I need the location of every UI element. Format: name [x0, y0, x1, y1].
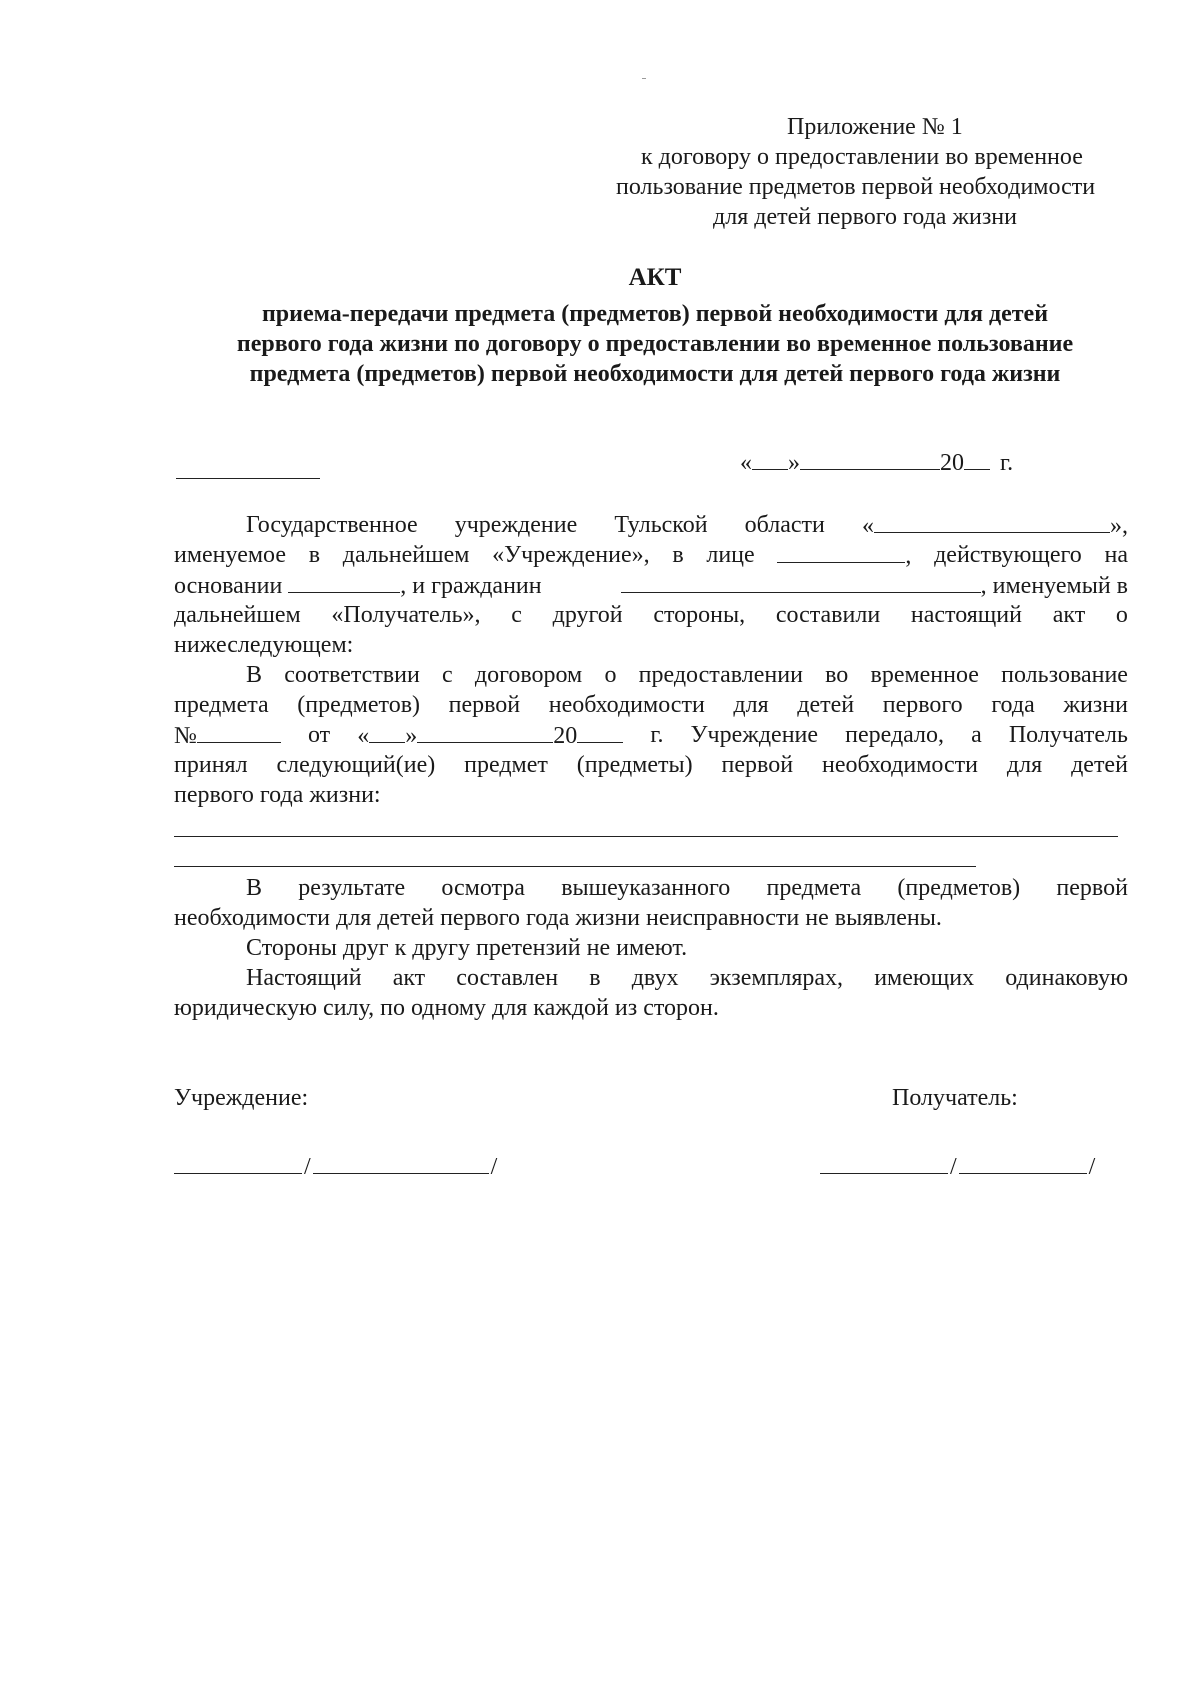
word: основании [174, 573, 283, 599]
institution-signature-blank[interactable] [174, 1151, 302, 1174]
day-blank[interactable] [752, 447, 788, 470]
word: составлен [456, 965, 559, 991]
word: , именуемый в [980, 573, 1128, 599]
word: Учреждение [690, 722, 819, 748]
word: составили [775, 602, 881, 628]
appendix-number: Приложение № 1 [787, 114, 963, 140]
word: дальнейшем [174, 602, 301, 628]
paragraph-line [174, 660, 1128, 690]
place-blank[interactable] [176, 478, 320, 479]
items-blank-line-1[interactable] [174, 836, 1118, 837]
word: жизни [1063, 692, 1128, 718]
word: Настоящий [246, 965, 362, 991]
word: от [307, 722, 331, 748]
paragraph-line: Стороны друг к другу претензий не имеют. [246, 935, 688, 961]
word [777, 540, 911, 570]
year-prefix: 20 [553, 723, 578, 749]
basis-blank[interactable] [288, 570, 400, 593]
word: о [1115, 602, 1128, 628]
title-line: приема-передачи предмета (предметов) первой необходимости для детей [261, 301, 1049, 327]
word: с [442, 662, 453, 688]
word: результате [298, 875, 406, 901]
appendix-header [560, 112, 1200, 232]
contract-year-blank[interactable] [577, 720, 623, 743]
paragraph-line: нижеследующем: [174, 632, 354, 658]
year-prefix: 20 [940, 450, 964, 476]
word: первой [448, 692, 521, 718]
recipient-name-signature-blank[interactable] [959, 1151, 1087, 1174]
word: Тульской [614, 512, 708, 538]
word: Государственное [246, 512, 418, 538]
word: г. [650, 722, 664, 748]
word: настоящий [910, 602, 1022, 628]
quote-open: « [357, 723, 370, 749]
paragraph-line [174, 720, 1128, 750]
slash: / [1088, 1154, 1096, 1180]
slash: / [304, 1154, 311, 1180]
word [174, 570, 542, 600]
word: предмет [464, 752, 548, 778]
number-sign: № [174, 723, 197, 749]
word: следующий(ие) [276, 752, 436, 778]
word: В [246, 875, 263, 901]
recipient-label: Получатель: [892, 1085, 1018, 1111]
word: области [744, 512, 825, 538]
word: , и гражданин [400, 573, 542, 599]
slash: / [950, 1154, 957, 1180]
word: именуемое [174, 542, 286, 568]
word: детей [797, 692, 855, 718]
paragraph-line: первого года жизни: [174, 782, 381, 808]
paragraph-line: необходимости для детей первого года жизни неисправности не выявлены. [174, 905, 942, 931]
word: первой [721, 752, 794, 778]
year-blank[interactable] [964, 447, 990, 470]
paragraph-line [174, 570, 1128, 600]
word: дальнейшем [342, 542, 470, 568]
contract-day-blank[interactable] [369, 720, 405, 743]
appendix-line: пользование предметов первой необходимости [616, 174, 1096, 200]
citizen-name-blank[interactable] [621, 570, 981, 593]
paragraph-line [174, 963, 1128, 993]
quote-close: » [405, 723, 418, 749]
word: в [308, 542, 321, 568]
word: экземплярах, [709, 965, 844, 991]
document-body [174, 510, 1128, 810]
title-line: предмета (предметов) первой необходимости для детей первого года жизни [249, 361, 1061, 387]
word: для [1006, 752, 1043, 778]
word: временное [870, 662, 979, 688]
word: предмета [766, 875, 862, 901]
appendix-line: к договору о предоставлении во временное [641, 144, 1083, 170]
word [357, 720, 623, 750]
word: В [246, 662, 263, 688]
paragraph-line [174, 873, 1128, 903]
quote-close: », [1109, 513, 1128, 539]
word: осмотра [441, 875, 525, 901]
recipient-signature [820, 1151, 1097, 1181]
word: на [1104, 542, 1128, 568]
word: акт [392, 965, 426, 991]
quote-open: « [740, 450, 752, 476]
word: детей [1071, 752, 1128, 778]
word: «Получатель», [331, 602, 481, 628]
word: в [672, 542, 684, 568]
paragraph-line [174, 690, 1128, 720]
word: вышеуказанного [561, 875, 731, 901]
word: (предметов) [897, 875, 1021, 901]
word: учреждение [454, 512, 578, 538]
word: лице [706, 542, 755, 568]
word: в [589, 965, 601, 991]
paragraph-line [174, 510, 1128, 540]
word: о [604, 662, 617, 688]
word: «Учреждение», [492, 542, 650, 568]
word [621, 570, 1128, 600]
title-line: первого года жизни по договору о предоставлении во временное пользование [236, 331, 1074, 357]
document-title [170, 263, 1140, 389]
word: первого [882, 692, 963, 718]
word: предмета [174, 692, 269, 718]
slash: / [490, 1154, 498, 1180]
paragraph-line [174, 750, 1128, 780]
word: принял [174, 752, 248, 778]
word: передало, [845, 722, 944, 748]
word: необходимости [548, 692, 705, 718]
title-main: АКТ [628, 264, 682, 291]
word: во [825, 662, 849, 688]
word: предоставлении [638, 662, 803, 688]
quote-close: » [788, 450, 800, 476]
word: необходимости [821, 752, 978, 778]
items-blank-line-2[interactable] [174, 866, 976, 867]
word: года [991, 692, 1035, 718]
word: (предметов) [297, 692, 421, 718]
word: а [971, 722, 982, 748]
appendix-line: для детей первого года жизни [713, 204, 1017, 230]
institution-signature [174, 1151, 499, 1181]
word: (предметы) [576, 752, 693, 778]
contract-number-blank[interactable] [197, 720, 281, 743]
institution-label: Учреждение: [174, 1085, 309, 1111]
word [862, 510, 1128, 540]
word: двух [631, 965, 679, 991]
recipient-signature-blank[interactable] [820, 1151, 948, 1174]
word: акт [1052, 602, 1086, 628]
word: одинаковую [1005, 965, 1128, 991]
word: другой [552, 602, 623, 628]
month-blank[interactable] [800, 447, 940, 470]
institution-name-signature-blank[interactable] [313, 1151, 489, 1174]
scan-artifact [642, 78, 646, 79]
quote-open: « [861, 513, 874, 539]
institution-name-blank[interactable] [874, 510, 1110, 533]
word [174, 720, 281, 750]
contract-month-blank[interactable] [417, 720, 553, 743]
word: для [733, 692, 769, 718]
year-suffix: г. [1000, 450, 1014, 476]
representative-blank[interactable] [777, 540, 905, 563]
date-line [740, 447, 1013, 477]
word: первой [1056, 875, 1128, 901]
word: стороны, [653, 602, 746, 628]
word: с [511, 602, 522, 628]
word: пользование [1001, 662, 1128, 688]
paragraph-line: юридическую силу, по одному для каждой из сторон. [174, 995, 719, 1021]
paragraph-line [174, 540, 1128, 570]
comma: , [905, 543, 912, 569]
paragraph-line [174, 600, 1128, 630]
word: Получатель [1008, 722, 1128, 748]
document-body-continued [174, 873, 1128, 1023]
word: договором [474, 662, 583, 688]
word: имеющих [874, 965, 975, 991]
word: действующего [934, 542, 1082, 568]
word: соответствии [284, 662, 420, 688]
